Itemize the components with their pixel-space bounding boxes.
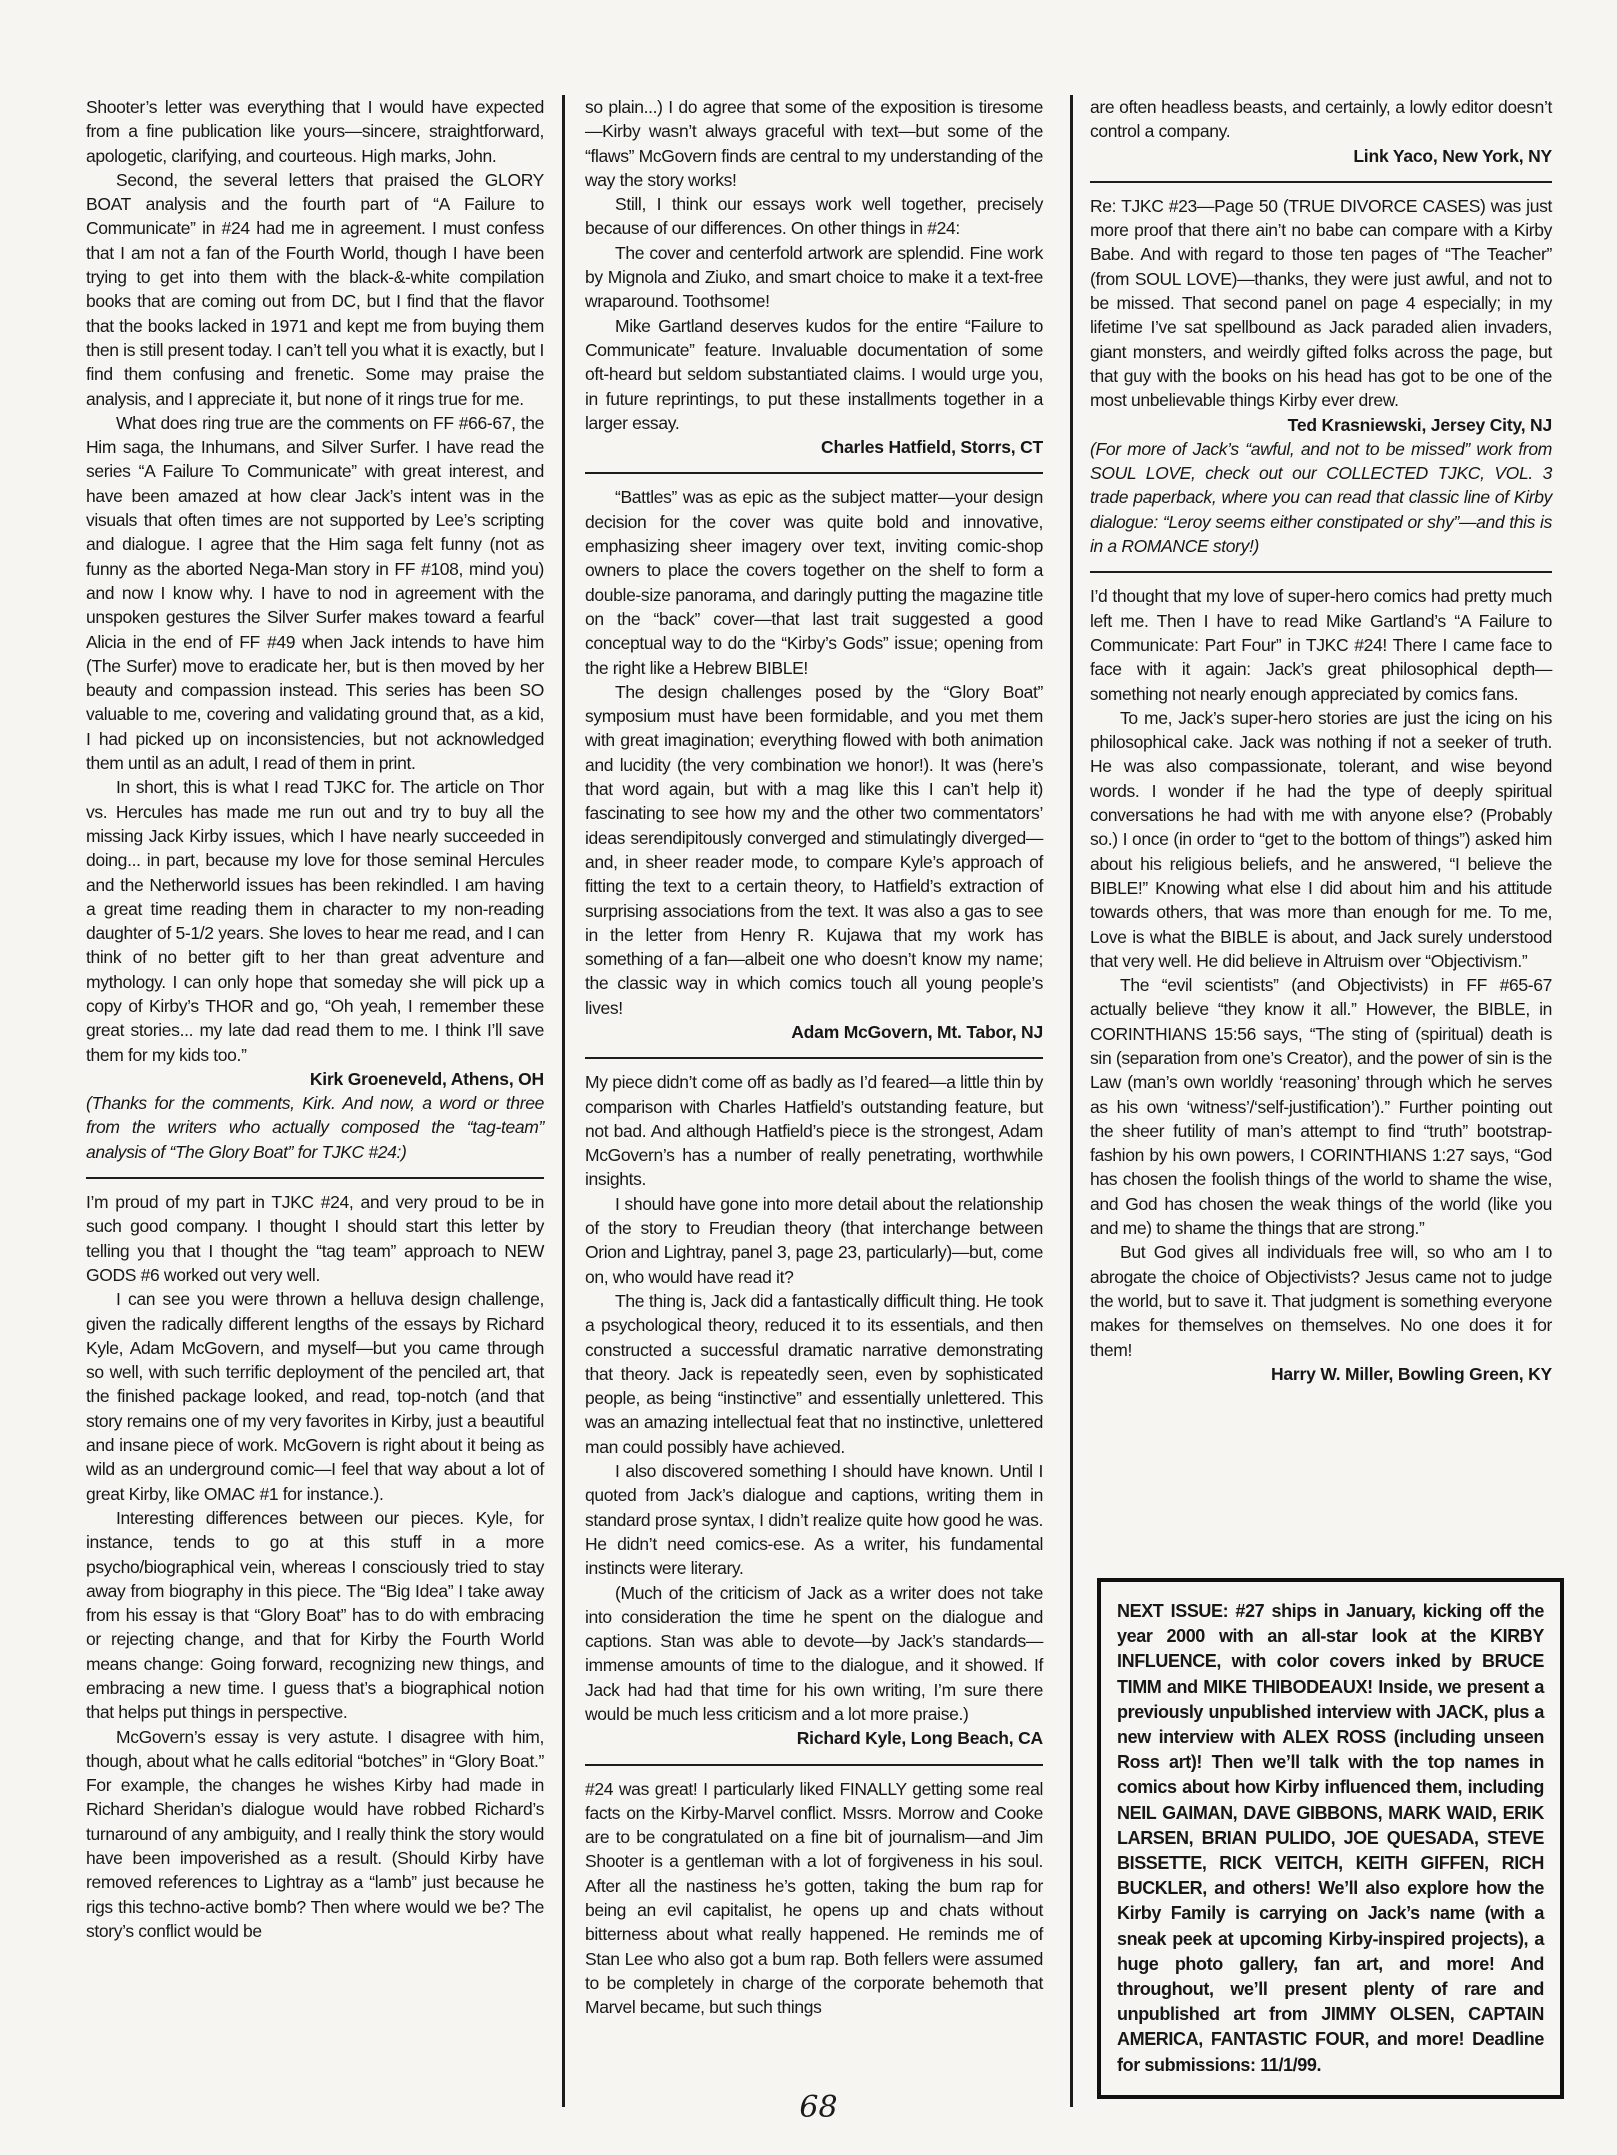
letter-paragraph: are often headless beasts, and certainly, a lowly editor doesn’t control a company. xyxy=(1090,97,1552,142)
letter-paragraph: “Battles” was as epic as the subject matter—your design decision for the cover was quite bold and innovative, emphasizing sheer imagery over text, inviting comic-shop owners to place the covers together on the shelf to form a double-size panorama, and daringly putting the magazine title on the “back” cover—that last trait suggested a good conceptual way to do the “Kirby’s Gods” issue; opening from the right like a Hebrew BIBLE! xyxy=(585,487,1043,678)
letter-paragraph: The thing is, Jack did a fantastically difficult thing. He took a psychological theory, reduced it to its essentials, and then constructed a successful dramatic narrative demonstrating that theory. Jack is repeatedly seen, even by sophisticated people, as being “instinctive” and essentially unlettered. This was an amazing intellectual feat that no instinctive, unlettered man could possibly have achieved. xyxy=(585,1290,1043,1457)
letter-divider-rule xyxy=(86,1177,544,1179)
column-divider-line xyxy=(1070,95,1073,2107)
letter-divider-rule xyxy=(585,1764,1043,1766)
letter-paragraph: I’m proud of my part in TJKC #24, and very proud to be in such good company. I thought I should start this letter by telling you that I thought the “tag team” approach to NEW GODS #6 worked out very well. xyxy=(86,1192,544,1285)
letter-paragraph: The cover and centerfold artwork are splendid. Fine work by Mignola and Ziuko, and smart choice to make it a text-free wraparound. Toothsome! xyxy=(585,242,1043,312)
letter-paragraph: The “evil scientists” (and Objectivists) in FF #65-67 actually believe “they know it all.” However, the BIBLE, in CORINTHIANS 15:56 says, “The sting of (spiritual) death is sin (separation from one’s Creator), and the power of sin is the Law (man’s own worldly ‘reasoning’ through which he serves as his own ‘witness’/‘self-justification’).” Further pointing out the sheer futility of man’s attempt to find “truth” bootstrap-fashion by his own powers, I CORINTHIANS 1:27 says, “God has chosen the foolish things of the world to shame the wise, and God has chosen the weak things of the world (like you and me) to shame the things that are strong.” xyxy=(1090,975,1552,1239)
letter-divider-rule xyxy=(1090,571,1552,573)
page-number: 68 xyxy=(799,2090,838,2125)
letters-column-1 xyxy=(86,95,544,1943)
letters-column-2 xyxy=(585,95,1043,2020)
letter-signature: Link Yaco, New York, NY xyxy=(1353,145,1552,166)
letter-signature: Richard Kyle, Long Beach, CA xyxy=(796,1728,1043,1749)
letter-signature: Ted Krasniewski, Jersey City, NJ xyxy=(1287,414,1552,435)
letter-paragraph: I’d thought that my love of super-hero comics had pretty much left me. Then I have to read Mike Gartland’s “A Failure to Communicate: Part Four” in TJKC #24! There I came face to face with it again: Jack’s great philosophical depth—something not nearly enough appreciated by comics fans. xyxy=(1090,586,1552,704)
letter-paragraph: What does ring true are the comments on FF #66-67, the Him saga, the Inhumans, and Silver Surfer. I have read the series “A Failure To Communicate” with great interest, and have been amazed at how clear Jack’s intent was in the visuals that often times are not supported by Lee’s scripting and dialogue. I agree that the Him saga felt funny (not as funny as the aborted Nega-Man story in FF #108, mind you) and now I know why. I have to nod in agreement with the unspoken gestures the Silver Surfer makes toward a fearful Alicia in the end of FF #49 when Jack intends to have him (The Surfer) move to eradicate her, but is then moved by her beauty and compassion instead. This series has been SO valuable to me, covering and validating ground that, as a kid, I had picked up on inconsistencies, but not acknowledged them until as an adult, I read of them in print. xyxy=(86,412,544,774)
next-issue-text: NEXT ISSUE: #27 ships in January, kicking off the year 2000 with an all-star look at the KIRBY INFLUENCE, with color covers inked by BRUCE TIMM and MIKE THIBODEAUX! Inside, we present a previously unpublished interview with JACK, plus a new interview with ALEX ROSS (including unseen Ross art)! Then we’ll talk with the top names in comics about how Kirby influenced them, including NEIL GAIMAN, DAVE GIBBONS, MARK WAID, ERIK LARSEN, BRIAN PULIDO, JOE QUESADA, STEVE BISSETTE, RICK VEITCH, KEITH GIFFEN, RICH BUCKLER, and others! We’ll also explore how the Kirby Family is carrying on Jack’s name (with a sneak peek at upcoming Kirby-inspired projects), a huge photo gallery, fan art, and more! And throughout, we’ll present plenty of rare and unpublished art from JIMMY OLSEN, CAPTAIN AMERICA, FANTASTIC FOUR, and more! Deadline for submissions: 11/1/99. xyxy=(1117,1601,1544,2075)
editor-note: (For more of Jack’s “awful, and not to be missed” work from SOUL LOVE, check out our COLLECTED TJKC, VOL. 3 trade paperback, where you can read that classic line of Kirby dialogue: “Leroy seems either constipated or shy”—and this is in a ROMANCE story!) xyxy=(1090,438,1552,557)
letter-signature: Adam McGovern, Mt. Tabor, NJ xyxy=(791,1021,1043,1042)
letter-divider-rule xyxy=(1090,181,1552,183)
letters-column-3 xyxy=(1090,95,1552,1386)
column-divider-line xyxy=(562,95,565,2107)
letter-paragraph: The design challenges posed by the “Glory Boat” symposium must have been formidable, and you met them with great imagination; everything flowed with both animation and lucidity (the very combination we honor!). It was (here’s that word again, but with a mag like this I can’t help it) fascinating to see how my and the other two commentators’ ideas serendipitously converged and stimulatingly diverged—and, in sheer reader mode, to compare Kyle’s approach of fitting the text to a certain theory, to Hatfield’s extraction of surprising associations from the text. It was also a gas to see in the letter from Henry R. Kujawa that my work has something of a fan—albeit one who doesn’t know my name; the classic way in which comics touch all young people’s lives! xyxy=(585,681,1043,1018)
letter-paragraph: Interesting differences between our pieces. Kyle, for instance, tends to go at this stuff in a more psycho/biographical vein, whereas I consciously tried to stay away from biography in this piece. The “Big Idea” I take away from his essay is that “Glory Boat” has to do with embracing or rejecting change, and that for Kirby the Fourth World means change: Going forward, recognizing new things, and embracing a new time. I guess that’s a biographical notion that helps put things in perspective. xyxy=(86,1507,544,1723)
letter-paragraph: Mike Gartland deserves kudos for the entire “Failure to Communicate” feature. Invaluable documentation of some oft-heard but seldom substantiated claims. I would urge you, in future reprintings, to put these installments together in a larger essay. xyxy=(585,315,1043,433)
letter-paragraph: Re: TJKC #23—Page 50 (TRUE DIVORCE CASES) was just more proof that there ain’t no babe can compare with a Kirby Babe. And with regard to those ten pages of “The Teacher” (from SOUL LOVE)—thanks, they were just awful, and not to be missed. That second panel on page 4 especially; in my lifetime I’ve sat spellbound as Jack paraded alien invaders, giant monsters, and weirdly gifted folks across the page, but that guy with the books on his head has got to be one of the most unbelievable things Kirby ever drew. xyxy=(1090,195,1552,411)
letter-paragraph: (Much of the criticism of Jack as a writer does not take into consideration the time he spent on the dialogue and captions. Stan was able to devote—by Jack’s standards—immense amounts of time to the dialogue, and it showed. If Jack had had that time for his own writing, I’m sure there would be much less criticism and a lot more praise.) xyxy=(585,1582,1043,1724)
letter-paragraph: But God gives all individuals free will, so who am I to abrogate the choice of Objectivists? Jesus came not to judge the world, but to save it. That judgment is something everyone makes for themselves on themselves. No one does it for them! xyxy=(1090,1242,1552,1360)
letter-paragraph: McGovern’s essay is very astute. I disagree with him, though, about what he calls editorial “botches” in “Glory Boat.” For example, the changes he wishes Kirby had made in Richard Sheridan’s dialogue would have robbed Richard’s turnaround of any ambiguity, and I really think the story would have been impoverished as a result. (Should Kirby have removed references to Lightray as a “lamb” just because he rigs this techno-active bomb? Then where would we be? The story’s conflict would be xyxy=(86,1726,544,1941)
letter-signature: Charles Hatfield, Storrs, CT xyxy=(821,437,1043,458)
letter-divider-rule xyxy=(585,472,1043,474)
editor-note: (Thanks for the comments, Kirk. And now, a word or three from the writers who actually composed the “tag-team” analysis of “The Glory Boat” for TJKC #24:) xyxy=(86,1093,544,1162)
letter-paragraph: Shooter’s letter was everything that I would have expected from a fine publication like yours—sincere, straightforward, apologetic, clarifying, and courteous. High marks, John. xyxy=(86,97,544,166)
letter-paragraph: In short, this is what I read TJKC for. The article on Thor vs. Hercules has made me run out and try to buy all the missing Jack Kirby issues, which I have nearly succeeded in doing... in part, because my love for those seminal Hercules and the Netherworld issues has been rekindled. I am having a great time reading them in character to my non-reading daughter of 5-1/2 years. She loves to hear me read, and I can think of no better gift to her than great adventure and mythology. I can only hope that someday she will pick up a copy of Kirby’s THOR and go, “Oh yeah, I remember these great stories... my late dad read them to me. I think I’ll save them for my kids too.” xyxy=(86,777,544,1065)
letter-paragraph: I should have gone into more detail about the relationship of the story to Freudian theory (that interchange between Orion and Lightray, panel 3, page 23, particularly)—but, come on, who would have read it? xyxy=(585,1193,1043,1287)
letter-paragraph: #24 was great! I particularly liked FINALLY getting some real facts on the Kirby-Marvel conflict. Mssrs. Morrow and Cooke are to be congratulated on a fine bit of journalism—and Jim Shooter is a gentleman with a lot of forgiveness in his soul. After all the nastiness he’s gotten, taking the bum rap for being an evil capitalist, he opens up and chats without bitterness about what really happened. He reminds me of Stan Lee who also got a bum rap. Both fellers were assumed to be completely in charge of the corporate behemoth that Marvel became, but such things xyxy=(585,1778,1043,2018)
letter-paragraph: Second, the several letters that praised the GLORY BOAT analysis and the fourth part of “A Failure to Communicate” in #24 had me in agreement. I must confess that I am not a fan of the Fourth World, though I have been trying to get into them with the black-&-white compilation books that are coming out from DC, but I find that the flavor that the books lacked in 1971 and kept me from buying them then is still present today. I can’t tell you what it is exactly, but I find them confusing and frenetic. Some may praise the analysis, and I appreciate it, but none of it rings true for me. xyxy=(86,169,544,409)
letter-paragraph: My piece didn’t come off as badly as I’d feared—a little thin by comparison with Charles Hatfield’s outstanding feature, but not bad. And although Hatfield’s piece is the strongest, Adam McGovern’s has a number of really penetrating, worthwhile insights. xyxy=(585,1072,1043,1190)
letter-signature: Kirk Groeneveld, Athens, OH xyxy=(309,1068,544,1089)
letter-paragraph: To me, Jack’s super-hero stories are just the icing on his philosophical cake. Jack was nothing if not a seeker of truth. He was also compassionate, tolerant, and wise beyond words. I wonder if he had the type of deeply spiritual conversations he had with me with anyone else? (Probably so.) I once (in order to “get to the bottom of things”) asked him about his religious beliefs, and he answered, “I believe the BIBLE!” Knowing what else I did about him and his attitude towards others, that was more than enough for me. To me, Love is what the BIBLE is about, and Jack surely understood that very well. He did believe in Altruism over “Objectivism.” xyxy=(1090,707,1552,971)
letter-paragraph: I also discovered something I should have known. Until I quoted from Jack’s dialogue and captions, writing them in standard prose syntax, I didn’t realize quite how good he was. He didn’t need comics-ese. As a writer, his fundamental instincts were literary. xyxy=(585,1461,1043,1579)
letter-paragraph: so plain...) I do agree that some of the exposition is tiresome—Kirby wasn’t always graceful with text—but some of the “flaws” McGovern finds are central to my understanding of the way the story works! xyxy=(585,97,1043,190)
next-issue-box xyxy=(1097,1578,1564,2099)
letter-signature: Harry W. Miller, Bowling Green, KY xyxy=(1270,1363,1552,1384)
letter-divider-rule xyxy=(585,1057,1043,1059)
letter-paragraph: Still, I think our essays work well together, precisely because of our differences. On other things in #24: xyxy=(585,194,1043,239)
letter-paragraph: I can see you were thrown a helluva design challenge, given the radically different lengths of the essays by Richard Kyle, Adam McGovern, and myself—but you came through so well, with such terrific deployment of the penciled art, that the finished package looked, and read, top-notch (and that story remains one of my very favorites in Kirby, just a beautiful and insane piece of work. McGovern is right about it being as wild as an underground comic—I feel that way about a lot of great Kirby, like OMAC #1 for instance.). xyxy=(86,1289,544,1504)
